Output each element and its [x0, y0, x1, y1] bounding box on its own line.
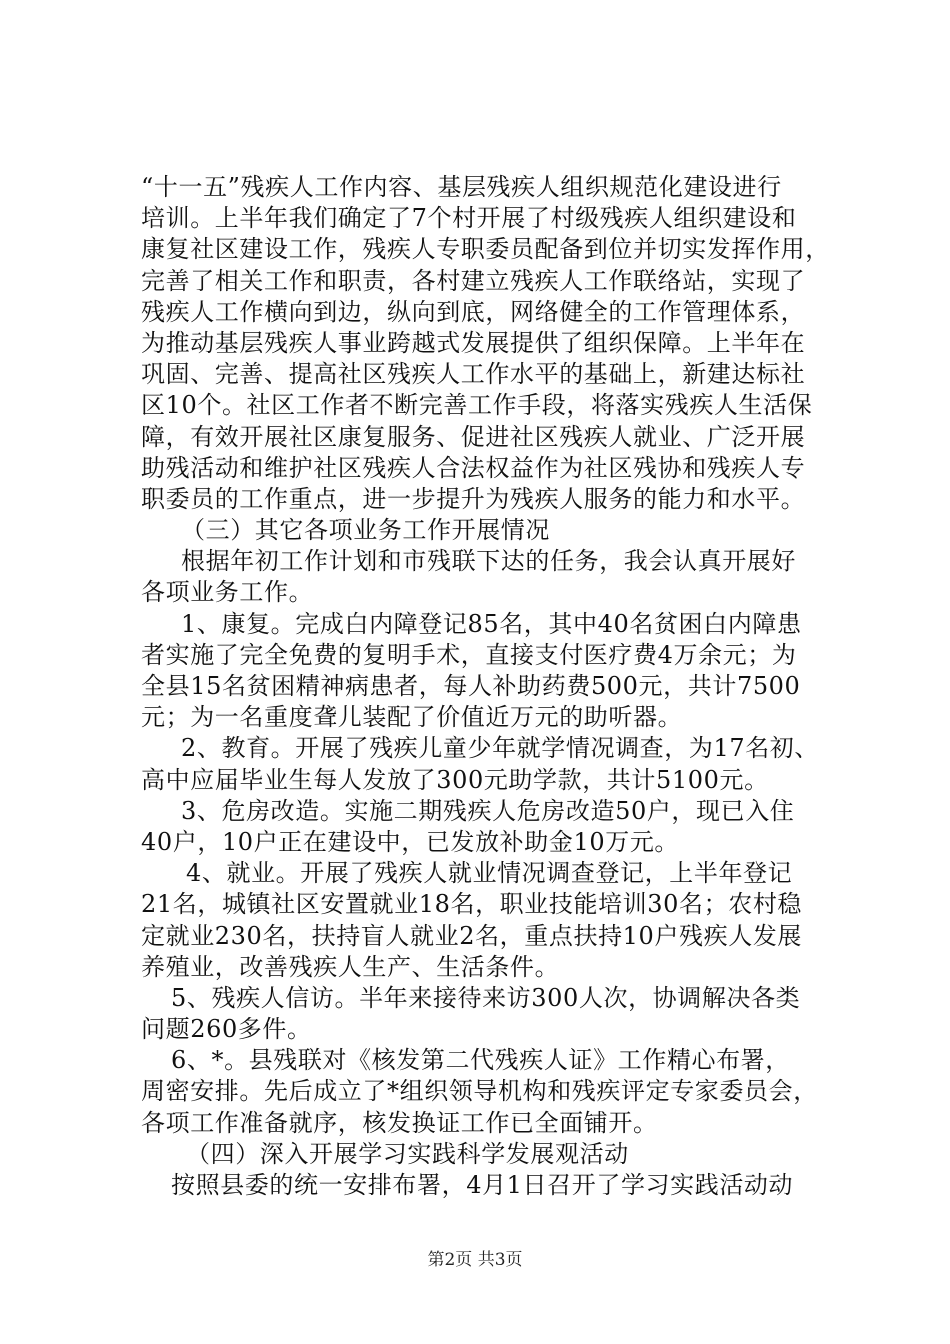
list-item: 6、*。县残联对《核发第二代残疾人证》工作精心布署，: [171, 1046, 790, 1075]
page-footer: [0, 1245, 950, 1270]
text-line: 各项业务工作。: [141, 578, 314, 607]
list-item: 1、康复。完成白内障登记85名，其中40名贫困白内障患: [181, 609, 802, 638]
text-line: 问题260多件。: [141, 1015, 312, 1044]
text-line: 区10个。社区工作者不断完善工作手段，将落实残疾人生活保: [141, 391, 813, 420]
text-line: 21名，城镇社区安置就业18名，职业技能培训30名；农村稳: [141, 890, 803, 919]
text-line: 障，有效开展社区康复服务、促进社区残疾人就业、广泛开展: [141, 422, 806, 451]
text-line: 根据年初工作计划和市残联下达的任务，我会认真开展好: [181, 547, 796, 576]
text-line: 高中应届毕业生每人发放了300元助学款，共计5100元。: [141, 765, 769, 794]
text-line: 按照县委的统一安排布署，4月1日召开了学习实践活动动: [171, 1171, 794, 1199]
list-item: 5、残疾人信访。半年来接待来访300人次，协调解决各类: [171, 983, 801, 1012]
text-line: 为推动基层残疾人事业跨越式发展提供了组织保障。上半年在: [141, 328, 806, 357]
text-line: 元；为一名重度聋儿装配了价值近万元的助听器。: [141, 703, 683, 732]
list-item: 4、就业。开展了残疾人就业情况调查登记，上半年登记: [186, 859, 793, 888]
page-number: 第2页 共3页: [427, 1250, 523, 1270]
list-item: 2、教育。开展了残疾儿童少年就学情况调查，为17名初、: [181, 734, 820, 763]
text-line: 残疾人工作横向到边，纵向到底，网络健全的工作管理体系，: [141, 297, 806, 326]
text-line: 各项工作准备就序，核发换证工作已全面铺开。: [141, 1108, 658, 1137]
section-heading: （三）其它各项业务工作开展情况: [181, 516, 550, 545]
text-line: 职委员的工作重点，进一步提升为残疾人服务的能力和水平。: [141, 484, 806, 513]
text-line: 康复社区建设工作，残疾人专职委员配备到位并切实发挥作用，: [141, 235, 830, 264]
body-text: [141, 172, 841, 1201]
list-item: 3、危房改造。实施二期残疾人危房改造50户，现已入住: [181, 796, 795, 825]
text-line: 助残活动和维护社区残疾人合法权益作为社区残协和残疾人专: [141, 453, 806, 482]
text-line: 巩固、完善、提高社区残疾人工作水平的基础上，新建达标社: [141, 360, 806, 389]
text-line: 40户，10户正在建设中，已发放补助金10万元。: [141, 827, 680, 856]
text-line: 全县15名贫困精神病患者，每人补助药费500元，共计7500: [141, 672, 801, 700]
text-line: 养殖业，改善残疾人生产、生活条件。: [141, 952, 560, 981]
text-line: 完善了相关工作和职责，各村建立残疾人工作联络站，实现了: [141, 266, 806, 295]
text-line: 培训。上半年我们确定了7个村开展了村级残疾人组织建设和: [141, 204, 797, 233]
text-line: 者实施了完全免费的复明手术，直接支付医疗费4万余元；为: [141, 640, 797, 669]
text-line: 周密安排。先后成立了*组织领导机构和残疾评定专家委员会，: [141, 1077, 818, 1106]
section-heading: （四）深入开展学习实践科学发展观活动: [186, 1139, 629, 1168]
text-line: “十一五”残疾人工作内容、基层残疾人组织规范化建设进行: [141, 173, 782, 201]
text-line: 定就业230名，扶持盲人就业2名，重点扶持10户残疾人发展: [141, 921, 803, 950]
